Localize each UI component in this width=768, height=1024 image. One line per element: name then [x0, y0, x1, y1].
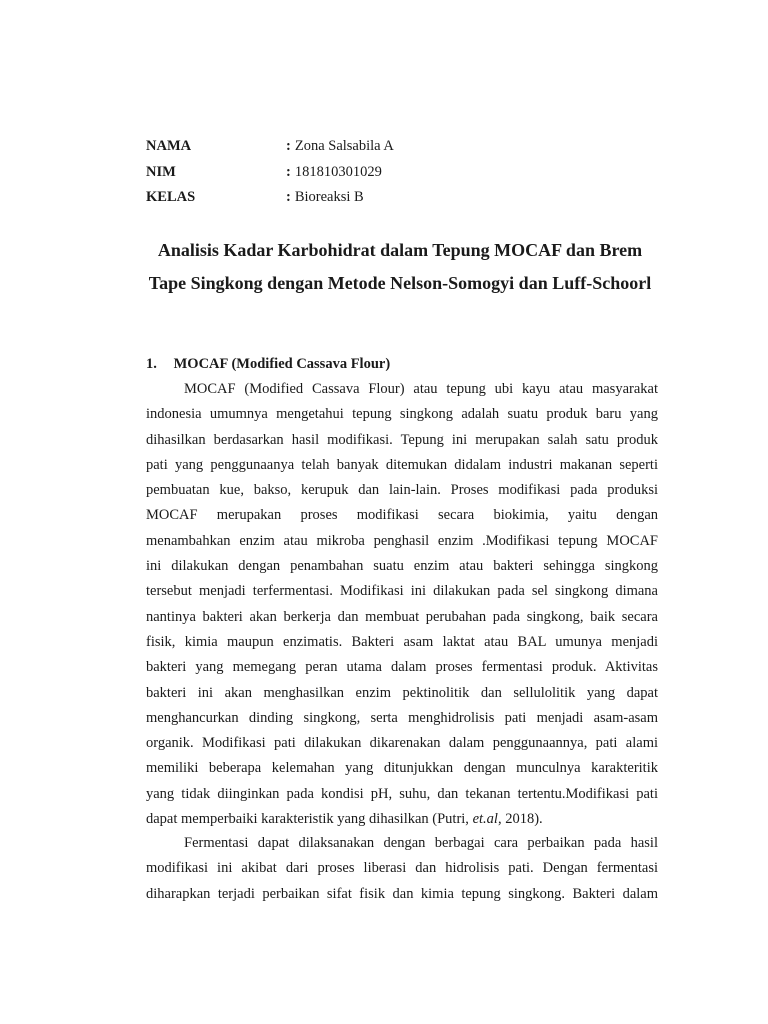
identity-label: NIM [146, 163, 176, 180]
title-line-2: Tape Singkong dengan Metode Nelson-Somogyi dan Luff-Schoorl [148, 273, 652, 293]
paragraph-line: bakteri yang memegang peran utama dalam proses fermentasi produk. Aktivitas [146, 659, 658, 676]
citation-year: , 2018). [497, 811, 543, 828]
identity-value: Bioreaksi B [294, 189, 364, 205]
citation-text: dapat memperbaiki karakteristik yang dihasilkan (Putri, [146, 811, 473, 828]
paragraph-line: fisik, kimia maupun enzimatis. Bakteri asam laktat atau BAL umunya menjadi [146, 633, 658, 650]
paragraph-line: yang tidak diinginkan pada kondisi pH, suhu, dan tekanan tertentu.Modifikasi pati [146, 785, 658, 802]
paragraph-line: tersebut menjadi terfermentasi. Modifikasi ini dilakukan pada sel singkong dimana [146, 583, 658, 600]
paragraph-line: organik. Modifikasi pati dilakukan dikarenakan dalam penggunaannya, pati alami [146, 735, 658, 752]
identity-label: KELAS [146, 189, 196, 205]
paragraph-line: dihasilkan berdasarkan hasil modifikasi. Tepung ini merupakan salah satu produk [146, 431, 658, 448]
paragraph-line: menghancurkan dinding singkong, serta menghidrolisis pati menjadi asam-asam [146, 709, 658, 726]
identity-row-name [146, 136, 394, 162]
paragraph-line: MOCAF (Modified Cassava Flour) atau tepung ubi kayu atau masyarakat [184, 381, 658, 397]
paragraph-line: indonesia umumnya mengetahui tepung singkong adalah suatu produk baru yang [146, 406, 658, 423]
section-number: 1. [146, 356, 157, 372]
paragraph-line: diharapkan terjadi perbaikan sifat fisik dan kimia tepung singkong. Bakteri dalam [146, 885, 658, 902]
paragraph-2 [146, 831, 658, 907]
section-heading [146, 354, 390, 374]
paragraph-line: nantinya bakteri akan berkerja dan membuat perubahan pada singkong, baik secara [146, 608, 658, 625]
identity-row-class [146, 187, 394, 213]
identity-colon: : [286, 138, 291, 154]
section-title: MOCAF (Modified Cassava Flour) [173, 356, 391, 372]
identity-value: Zona Salsabila A [294, 138, 394, 154]
paragraph-line: pembuatan kue, bakso, kerupuk dan lain-lain. Proses modifikasi pada produksi [146, 482, 658, 499]
identity-colon: : [286, 163, 291, 180]
identity-colon: : [286, 189, 291, 205]
paragraph-line: ini dilakukan dengan penambahan suatu enzim atau bakteri sehingga singkong [146, 558, 658, 575]
identity-row-nim [146, 162, 394, 188]
paragraph-line: modifikasi ini akibat dari proses liberasi dan hidrolisis pati. Dengan fermentasi [146, 860, 658, 877]
paragraph-line: bakteri ini akan menghasilkan enzim pektinolitik dan sellulolitik yang dapat [146, 684, 658, 701]
student-identity [146, 136, 394, 213]
identity-label: NAMA [146, 138, 192, 154]
paragraph-line-citation [146, 807, 658, 832]
identity-value: 181810301029 [294, 163, 382, 180]
title-line-1: Analisis Kadar Karbohidrat dalam Tepung MOCAF dan Brem [157, 240, 643, 260]
citation-etal: et.al [472, 811, 498, 828]
paragraph-1 [146, 377, 658, 832]
paragraph-line: memiliki beberapa kelemahan yang ditunjukkan dengan munculnya karakteritik [146, 760, 658, 777]
paragraph-line: menambahkan enzim atau mikroba penghasil enzim .Modifikasi tepung MOCAF [146, 532, 658, 549]
document-title [110, 234, 690, 300]
paragraph-line: MOCAF merupakan proses modifikasi secara biokimia, yaitu dengan [146, 507, 658, 524]
paragraph-line: pati yang penggunaanya telah banyak ditemukan didalam industri makanan seperti [146, 456, 658, 473]
paragraph-line: Fermentasi dapat dilaksanakan dengan berbagai cara perbaikan pada hasil [184, 835, 658, 851]
